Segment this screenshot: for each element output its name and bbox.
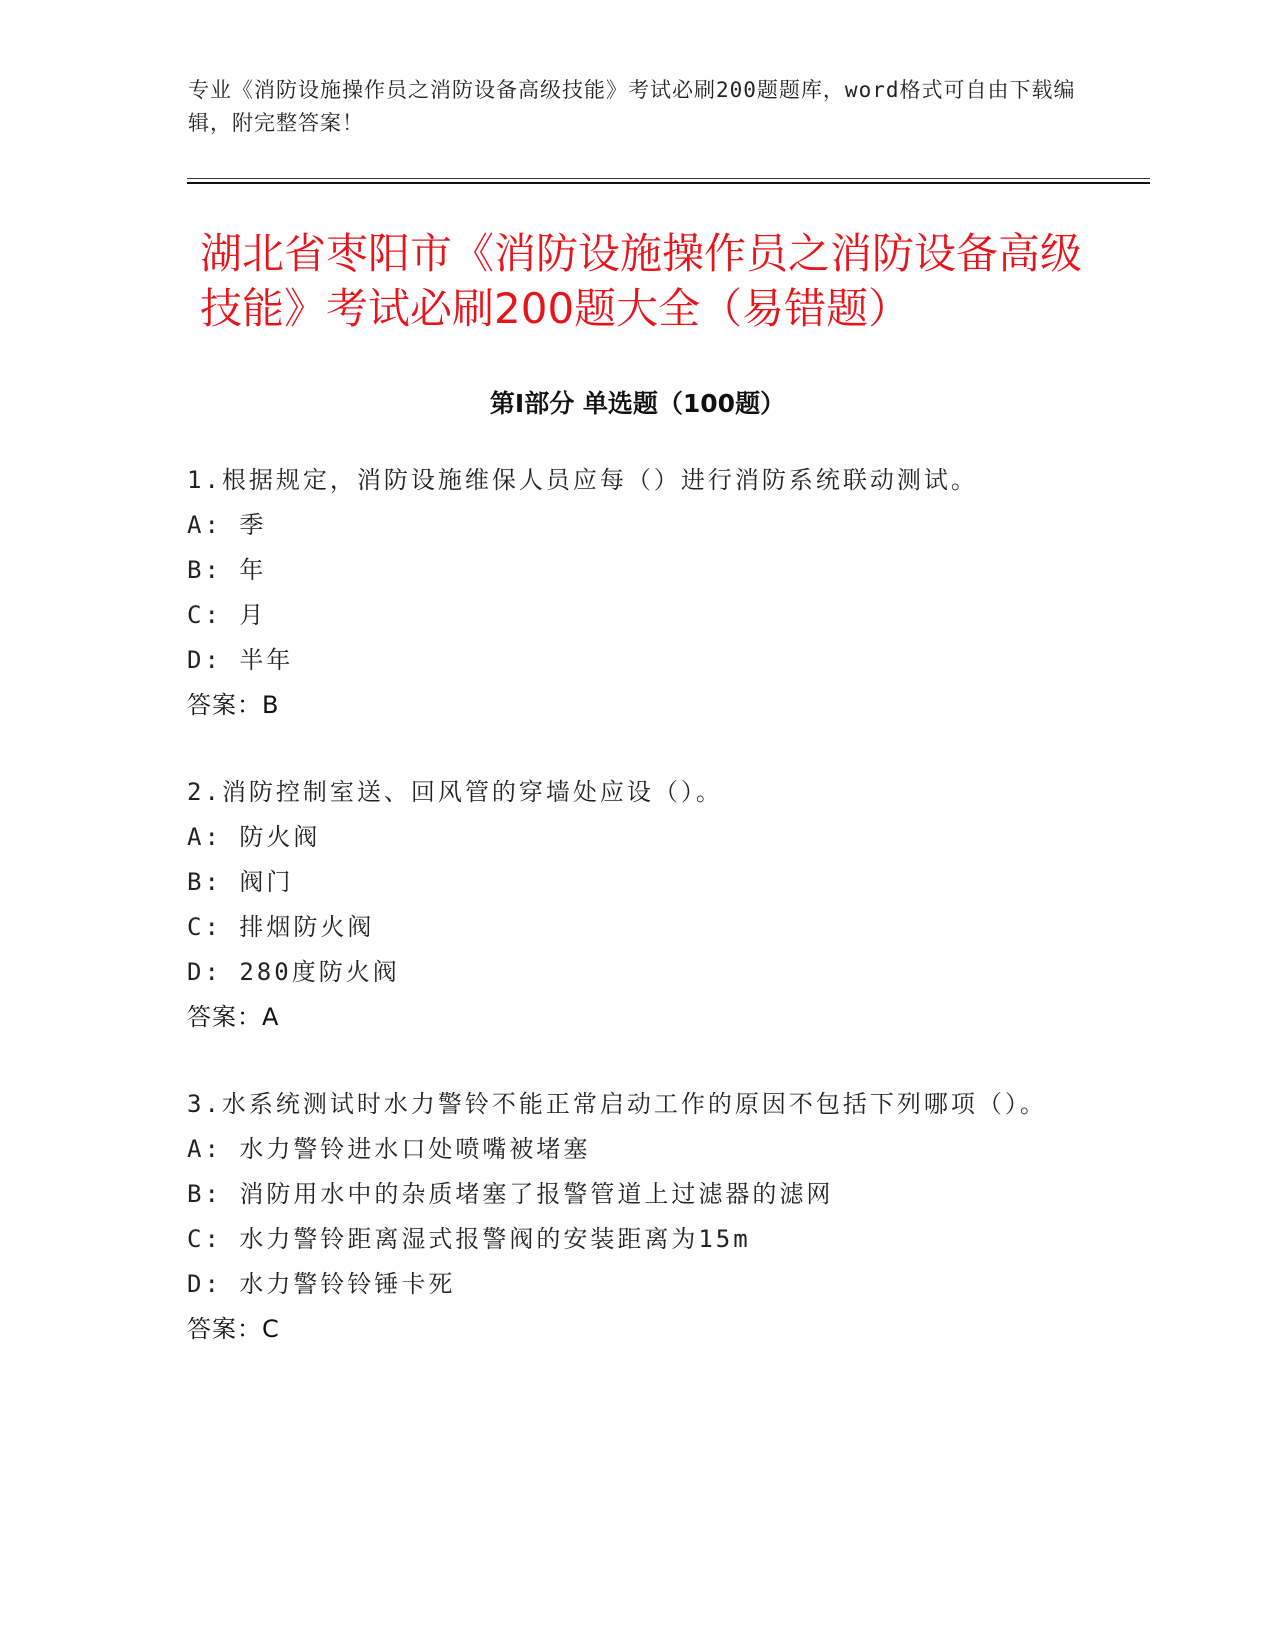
option-c: C: 排烟防火阀: [187, 913, 375, 941]
option-d: D: 半年: [187, 646, 294, 674]
option-c: C: 水力警铃距离湿式报警阀的安装距离为15m: [187, 1225, 751, 1253]
answer-line: 答案：C: [187, 1315, 280, 1343]
option-b: B: 消防用水中的杂质堵塞了报警管道上过滤器的滤网: [187, 1180, 834, 1208]
header-divider-thin: [187, 178, 1150, 179]
option-d: D: 水力警铃铃锤卡死: [187, 1270, 456, 1298]
question-1: [187, 458, 1067, 728]
option-d: D: 280度防火阀: [187, 958, 400, 986]
document-title: 湖北省枣阳市《消防设施操作员之消防设备高级技能》考试必刷200题大全（易错题）: [200, 229, 1083, 333]
option-b: B: 年: [187, 556, 267, 584]
answer-line: 答案：A: [187, 1003, 280, 1031]
option-a: A: 季: [187, 511, 267, 539]
header-divider-thick: [187, 182, 1150, 184]
option-b: B: 阀门: [187, 868, 294, 896]
question-2: [187, 770, 1067, 1040]
question-text: 1.根据规定，消防设施维保人员应每（）进行消防系统联动测试。: [187, 466, 978, 494]
intro-text: 专业《消防设施操作员之消防设备高级技能》考试必刷200题题库，word格式可自由下载编辑，附完整答案！: [188, 78, 1076, 135]
question-text: 2.消防控制室送、回风管的穿墙处应设（）。: [187, 778, 723, 806]
option-a: A: 防火阀: [187, 823, 321, 851]
answer-line: 答案：B: [187, 691, 280, 719]
section-heading: 第I部分 单选题（100题）: [489, 389, 786, 418]
option-c: C: 月: [187, 601, 267, 629]
question-3: [187, 1082, 1067, 1352]
question-text: 3.水系统测试时水力警铃不能正常启动工作的原因不包括下列哪项（）。: [187, 1090, 1047, 1118]
option-a: A: 水力警铃进水口处喷嘴被堵塞: [187, 1135, 591, 1163]
